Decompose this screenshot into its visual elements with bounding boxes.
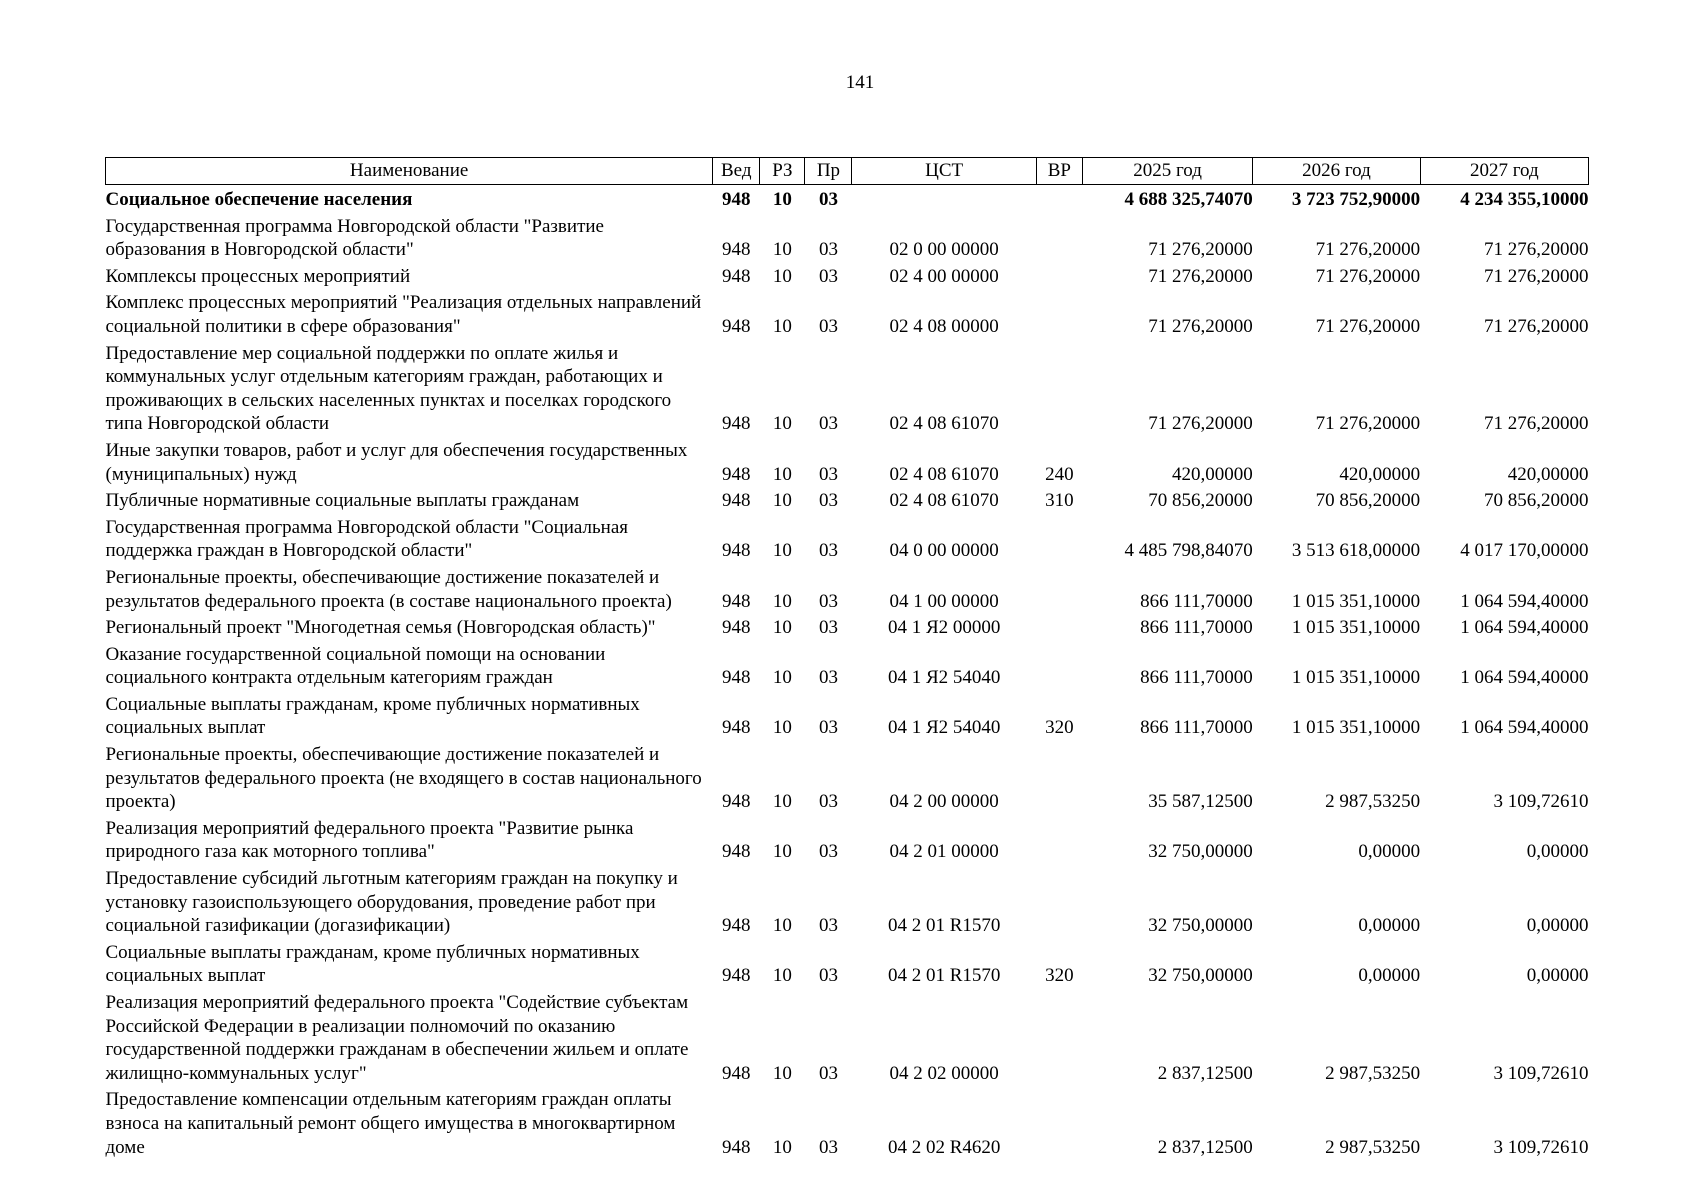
table-row	[106, 265, 1589, 292]
row-2026: 71 276,20000	[1315, 265, 1421, 287]
row-ved: 948	[722, 1062, 751, 1084]
header-rz: РЗ	[760, 158, 805, 185]
row-vr	[1036, 566, 1082, 616]
row-2025: 70 856,20000	[1148, 490, 1253, 512]
row-vr	[1036, 265, 1082, 292]
row-vr	[1036, 643, 1082, 693]
row-ved: 948	[722, 717, 751, 739]
row-2027: 71 276,20000	[1484, 239, 1589, 261]
row-2025: 71 276,20000	[1148, 413, 1253, 435]
row-2025: 4 688 325,74070	[1124, 189, 1253, 210]
row-ved: 948	[722, 239, 751, 261]
row-vr	[1036, 991, 1082, 1088]
row-cst: 04 2 01 R1570	[887, 915, 1001, 937]
row-2026: 2 987,53250	[1325, 1062, 1421, 1084]
row-rz: 10	[772, 915, 792, 937]
table-row	[106, 185, 1589, 215]
row-2026: 0,00000	[1358, 965, 1421, 987]
row-cst: 02 4 08 61070	[889, 413, 999, 435]
header-name: Наименование	[106, 158, 713, 185]
row-name: Предоставление субсидий льготным категориям граждан на покупку и установку газоиспользующего оборудования, проведение работ при социальной газификации (догазификации)	[105, 868, 678, 937]
row-2025: 2 837,12500	[1157, 1136, 1253, 1158]
row-pr: 03	[818, 413, 838, 435]
row-vr	[1036, 291, 1082, 341]
row-2027: 0,00000	[1526, 915, 1589, 937]
row-ved: 948	[722, 617, 751, 639]
row-2025: 420,00000	[1172, 463, 1253, 485]
row-name: Региональные проекты, обеспечивающие достижение показателей и результатов федерального проекта (не входящего в состав национального проекта)	[105, 744, 702, 813]
row-2026: 1 015 351,10000	[1291, 617, 1421, 639]
row-cst: 04 1 Я2 00000	[887, 617, 1001, 639]
row-2026: 70 856,20000	[1315, 490, 1421, 512]
row-cst: 02 0 00 00000	[889, 239, 999, 261]
row-name: Оказание государственной социальной помощи на основании социального контракта отдельным категориям граждан	[105, 643, 606, 689]
row-cst: 04 1 Я2 54040	[887, 667, 1001, 689]
row-pr: 03	[818, 239, 838, 261]
header-2025: 2025 год	[1082, 158, 1252, 185]
row-cst: 04 1 00 00000	[889, 590, 999, 612]
row-2027: 71 276,20000	[1484, 413, 1589, 435]
row-2026: 420,00000	[1339, 463, 1421, 485]
row-2027: 1 064 594,40000	[1460, 717, 1589, 739]
table-row	[106, 693, 1589, 743]
row-2025: 4 485 798,84070	[1124, 540, 1253, 562]
row-rz: 10	[772, 265, 792, 287]
row-cst: 04 2 01 00000	[889, 841, 999, 863]
row-ved: 948	[722, 490, 751, 512]
row-ved: 948	[722, 841, 751, 863]
row-rz: 10	[772, 413, 792, 435]
row-2025: 866 111,70000	[1140, 617, 1253, 639]
row-ved: 948	[722, 590, 751, 612]
row-rz: 10	[772, 791, 792, 813]
row-pr: 03	[818, 791, 838, 813]
row-pr: 03	[818, 667, 838, 689]
row-cst: 02 4 08 61070	[889, 490, 999, 512]
row-name: Региональный проект "Многодетная семья (Новгородская область)"	[105, 617, 656, 639]
row-ved: 948	[722, 1136, 751, 1158]
row-2026: 71 276,20000	[1315, 315, 1421, 337]
row-cst: 04 1 Я2 54040	[887, 717, 1001, 739]
row-2025: 35 587,12500	[1148, 791, 1253, 813]
row-rz: 10	[772, 1062, 792, 1084]
row-2025: 2 837,12500	[1157, 1062, 1253, 1084]
row-cst: 04 2 01 R1570	[887, 965, 1001, 987]
row-2027: 71 276,20000	[1484, 315, 1589, 337]
table-row	[106, 643, 1589, 693]
row-2027: 3 109,72610	[1493, 1136, 1589, 1158]
table-row	[106, 215, 1589, 265]
row-vr	[1036, 215, 1082, 265]
row-ved: 948	[722, 540, 751, 562]
row-name: Социальное обеспечение населения	[105, 189, 413, 210]
row-pr: 03	[818, 617, 838, 639]
row-rz: 10	[772, 315, 792, 337]
row-rz: 10	[772, 490, 792, 512]
row-cst: 02 4 08 61070	[889, 463, 999, 485]
row-2026: 71 276,20000	[1315, 239, 1421, 261]
row-vr: 320	[1045, 717, 1074, 739]
row-pr: 03	[818, 265, 838, 287]
header-vr: ВР	[1036, 158, 1082, 185]
row-rz: 10	[772, 1136, 792, 1158]
row-pr: 03	[818, 915, 838, 937]
header-cst: ЦСТ	[852, 158, 1036, 185]
row-ved: 948	[722, 315, 751, 337]
row-vr	[1036, 817, 1082, 867]
row-vr	[1036, 867, 1082, 941]
row-ved: 948	[722, 463, 751, 485]
row-2025: 71 276,20000	[1148, 315, 1253, 337]
row-name: Иные закупки товаров, работ и услуг для обеспечения государственных (муниципальных) нужд	[105, 439, 688, 485]
row-rz: 10	[772, 617, 792, 639]
header-2027: 2027 год	[1420, 158, 1588, 185]
row-rz: 10	[772, 463, 792, 485]
table-row	[106, 566, 1589, 616]
row-2027: 3 109,72610	[1493, 1062, 1589, 1084]
row-name: Региональные проекты, обеспечивающие достижение показателей и результатов федерального проекта (в составе национального проекта)	[105, 566, 672, 612]
row-2027: 420,00000	[1507, 463, 1589, 485]
table-row	[106, 342, 1589, 439]
row-vr	[1036, 1088, 1082, 1162]
row-2027: 0,00000	[1526, 841, 1589, 863]
row-ved: 948	[722, 791, 751, 813]
row-2025: 866 111,70000	[1140, 590, 1253, 612]
row-rz: 10	[772, 540, 792, 562]
row-pr: 03	[818, 841, 838, 863]
row-vr	[1036, 743, 1082, 817]
table-row	[106, 439, 1589, 489]
row-name: Предоставление мер социальной поддержки по оплате жилья и коммунальных услуг отдельным категориям граждан, работающих и проживающих в сельских населенных пунктах и поселках городского типа Новгородской области	[105, 342, 672, 435]
row-pr: 03	[818, 590, 838, 612]
row-rz: 10	[772, 841, 792, 863]
row-2026: 2 987,53250	[1325, 791, 1421, 813]
row-2027: 1 064 594,40000	[1460, 590, 1589, 612]
row-cst: 04 0 00 00000	[889, 540, 999, 562]
row-name: Государственная программа Новгородской области "Социальная поддержка граждан в Новгородской области"	[105, 516, 629, 562]
row-2026: 0,00000	[1358, 915, 1421, 937]
row-pr: 03	[818, 717, 838, 739]
row-cst: 04 2 02 R4620	[887, 1136, 1001, 1158]
header-pr: Пр	[805, 158, 852, 185]
row-name: Комплексы процессных мероприятий	[105, 265, 411, 287]
table-header	[106, 158, 1589, 185]
row-2027: 71 276,20000	[1484, 265, 1589, 287]
budget-table	[105, 157, 1589, 1162]
row-name: Реализация мероприятий федерального проекта "Развитие рынка природного газа как моторного топлива"	[105, 817, 634, 863]
row-2026: 1 015 351,10000	[1291, 590, 1421, 612]
table-row	[106, 867, 1589, 941]
row-cst	[852, 185, 1036, 215]
row-2025: 71 276,20000	[1148, 239, 1253, 261]
row-rz: 10	[772, 717, 792, 739]
row-rz: 10	[772, 590, 792, 612]
row-cst: 04 2 02 00000	[889, 1062, 999, 1084]
row-pr: 03	[818, 490, 838, 512]
row-2026: 3 513 618,00000	[1291, 540, 1421, 562]
row-cst: 02 4 08 00000	[889, 315, 999, 337]
row-pr: 03	[818, 965, 838, 987]
row-2025: 32 750,00000	[1148, 841, 1253, 863]
row-pr: 03	[818, 189, 838, 210]
row-2026: 3 723 752,90000	[1291, 189, 1421, 210]
row-pr: 03	[818, 1062, 838, 1084]
header-row	[106, 158, 1589, 185]
row-pr: 03	[818, 540, 838, 562]
row-name: Предоставление компенсации отдельным категориям граждан оплаты взноса на капитальный ремонт общего имущества в многоквартирном доме	[105, 1089, 676, 1158]
page-number: 141	[845, 72, 875, 93]
row-vr: 320	[1045, 965, 1074, 987]
table-row	[106, 941, 1589, 991]
row-name: Комплекс процессных мероприятий "Реализация отдельных направлений социальной политики в сфере образования"	[105, 292, 702, 337]
row-vr	[1036, 616, 1082, 643]
row-2027: 70 856,20000	[1484, 490, 1589, 512]
table-row	[106, 489, 1589, 516]
row-name: Публичные нормативные социальные выплаты гражданам	[105, 490, 580, 512]
row-rz: 10	[772, 189, 792, 210]
row-2026: 1 015 351,10000	[1291, 667, 1421, 689]
row-2025: 71 276,20000	[1148, 265, 1253, 287]
row-rz: 10	[772, 965, 792, 987]
row-cst: 02 4 00 00000	[889, 265, 999, 287]
table-row	[106, 291, 1589, 341]
row-rz: 10	[772, 239, 792, 261]
header-2026: 2026 год	[1253, 158, 1420, 185]
row-2025: 866 111,70000	[1140, 667, 1253, 689]
row-name: Социальные выплаты гражданам, кроме публичных нормативных социальных выплат	[105, 941, 640, 987]
table-row	[106, 616, 1589, 643]
row-name: Реализация мероприятий федерального проекта "Содействие субъектам Российской Федерации в реализации полномочий по оказанию государственной поддержки гражданам в обеспечении жильем и оплате жилищно-коммунальных услуг"	[105, 992, 689, 1084]
row-ved: 948	[722, 667, 751, 689]
row-2027: 4 017 170,00000	[1460, 540, 1589, 562]
row-2027: 4 234 355,10000	[1460, 189, 1589, 210]
row-ved: 948	[722, 189, 751, 210]
table-row	[106, 991, 1589, 1088]
table-row	[106, 1088, 1589, 1162]
row-ved: 948	[722, 413, 751, 435]
row-vr	[1036, 516, 1082, 566]
row-ved: 948	[722, 265, 751, 287]
row-rz: 10	[772, 667, 792, 689]
row-vr: 310	[1045, 490, 1074, 512]
row-2027: 3 109,72610	[1493, 791, 1589, 813]
row-pr: 03	[818, 1136, 838, 1158]
table-row	[106, 743, 1589, 817]
row-vr: 240	[1045, 463, 1074, 485]
row-name: Социальные выплаты гражданам, кроме публичных нормативных социальных выплат	[105, 693, 640, 739]
row-2025: 32 750,00000	[1148, 915, 1253, 937]
row-2027: 1 064 594,40000	[1460, 617, 1589, 639]
row-2027: 1 064 594,40000	[1460, 667, 1589, 689]
table-row	[106, 817, 1589, 867]
row-ved: 948	[722, 965, 751, 987]
row-pr: 03	[818, 315, 838, 337]
row-vr	[1036, 342, 1082, 439]
table-row	[106, 516, 1589, 566]
row-ved: 948	[722, 915, 751, 937]
row-2027: 0,00000	[1526, 965, 1589, 987]
row-2026: 71 276,20000	[1315, 413, 1421, 435]
row-2026: 2 987,53250	[1325, 1136, 1421, 1158]
row-vr	[1036, 185, 1082, 215]
row-2025: 32 750,00000	[1148, 965, 1253, 987]
row-2025: 866 111,70000	[1140, 717, 1253, 739]
row-pr: 03	[818, 463, 838, 485]
row-name: Государственная программа Новгородской области "Развитие образования в Новгородской области"	[105, 215, 604, 261]
header-ved: Вед	[713, 158, 760, 185]
row-cst: 04 2 00 00000	[889, 791, 999, 813]
row-2026: 0,00000	[1358, 841, 1421, 863]
row-2026: 1 015 351,10000	[1291, 717, 1421, 739]
table-body	[106, 185, 1589, 1163]
